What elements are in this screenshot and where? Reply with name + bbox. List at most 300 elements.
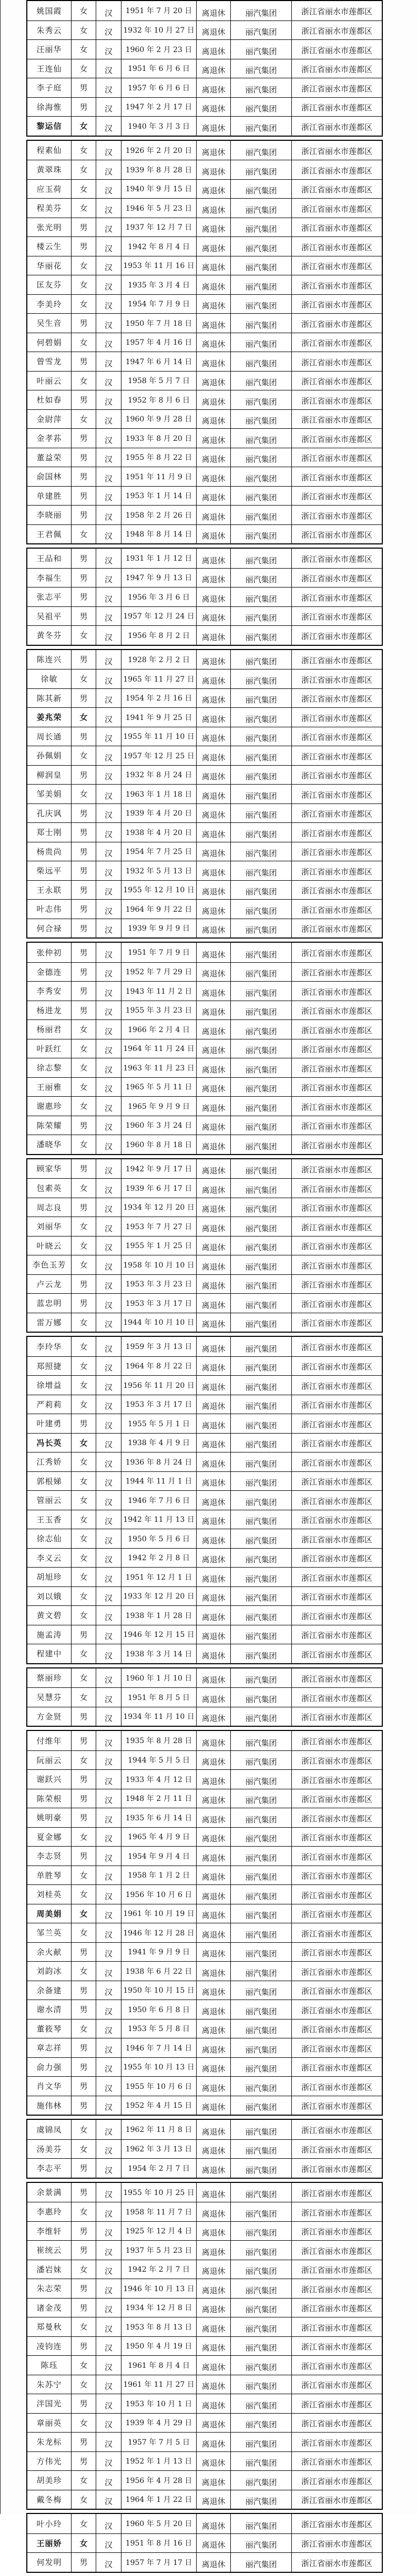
status-cell: 离退休 — [197, 785, 231, 803]
ethnicity-cell: 汉 — [96, 842, 121, 861]
ethnicity-cell: 汉 — [96, 1414, 121, 1433]
region-cell: 浙江省丽水市莲都区 — [301, 1795, 372, 1805]
name-cell: 俞力强 — [27, 2058, 72, 2077]
region-cell: 浙江省丽水市莲都区 — [301, 1165, 372, 1174]
ethnicity-cell: 汉 — [96, 2452, 121, 2471]
birthdate-cell: 1951 年 11 月 9 日 — [121, 467, 197, 486]
company-cell: 丽汽集团 — [231, 21, 292, 40]
status-cell: 离退休 — [197, 2299, 231, 2317]
gender-cell: 女 — [72, 117, 96, 136]
gender-cell: 女 — [72, 2356, 96, 2375]
region-cell: 浙江省丽水市莲都区 — [301, 1516, 372, 1526]
ethnicity-cell: 汉 — [96, 2077, 121, 2096]
birthdate-cell: 1938 年 6 月 22 日 — [121, 1962, 197, 1981]
region-cell: 浙江省丽水市莲都区 — [301, 2126, 372, 2136]
region-cell: 浙江省丽水市莲都区 — [301, 2063, 372, 2073]
table-row — [27, 1942, 382, 1962]
gender-cell: 女 — [72, 1179, 96, 1198]
company-cell: 丽汽集团 — [231, 1707, 292, 1726]
gender-cell: 女 — [72, 275, 96, 294]
ethnicity-cell: 汉 — [96, 785, 121, 803]
ethnicity-cell: 汉 — [96, 943, 121, 962]
table-row — [27, 1274, 382, 1294]
region-cell: 浙江省丽水市莲都区 — [301, 1592, 372, 1602]
ethnicity-cell: 汉 — [96, 1313, 121, 1332]
birthdate-cell: 1944 年 5 月 5 日 — [121, 1751, 197, 1770]
name-cell: 李福生 — [27, 569, 72, 588]
table-row — [27, 2533, 382, 2553]
birthdate-cell: 1950 年 10 月 15 日 — [121, 1981, 197, 2000]
ethnicity-cell: 汉 — [96, 1688, 121, 1707]
gender-cell: 男 — [72, 1981, 96, 2000]
name-cell: 应玉荷 — [27, 180, 72, 199]
table-row — [27, 2336, 382, 2356]
status-cell: 离退休 — [197, 1058, 231, 1077]
status-cell: 离退休 — [197, 1707, 231, 1726]
region-cell: 浙江省丽水市莲都区 — [301, 1102, 372, 1112]
birthdate-cell: 1933 年 4 月 12 日 — [121, 1770, 197, 1789]
birthdate-cell: 1955 年 3 月 23 日 — [121, 1001, 197, 1020]
birthdate-cell: 1950 年 5 月 6 日 — [121, 1529, 197, 1548]
name-cell: 程素仙 — [27, 141, 72, 160]
status-cell: 离退休 — [197, 2356, 231, 2375]
company-cell: 丽汽集团 — [231, 2019, 292, 2038]
company-cell: 丽汽集团 — [231, 1587, 292, 1606]
status-cell: 离退休 — [197, 626, 231, 645]
region-cell: 浙江省丽水市莲都区 — [301, 2399, 372, 2409]
region-cell: 浙江省丽水市莲都区 — [301, 281, 372, 291]
birthdate-cell: 1963 年 11 月 23 日 — [121, 1058, 197, 1077]
region-cell: 浙江省丽水市莲都区 — [301, 1852, 372, 1862]
name-cell: 余景满 — [27, 2183, 72, 2202]
name-cell: 章丽英 — [27, 2414, 72, 2433]
ethnicity-cell: 汉 — [96, 804, 121, 823]
gender-cell: 女 — [72, 40, 96, 59]
company-cell: 丽汽集团 — [231, 98, 292, 117]
gender-cell: 女 — [72, 1885, 96, 1904]
birthdate-cell: 1955 年 10 月 6 日 — [121, 2077, 197, 2096]
name-cell: 李晓丽 — [27, 506, 72, 524]
status-cell: 离退休 — [197, 2375, 231, 2394]
company-cell: 丽汽集团 — [231, 2140, 292, 2159]
name-cell: 黄翠珠 — [27, 160, 72, 179]
status-cell: 离退休 — [197, 1217, 231, 1236]
status-cell: 离退休 — [197, 275, 231, 294]
gender-cell: 女 — [72, 1491, 96, 1510]
status-cell: 离退休 — [197, 2000, 231, 2019]
name-cell: 管丽云 — [27, 1491, 72, 1510]
table-section — [26, 1158, 383, 1333]
ethnicity-cell: 汉 — [96, 607, 121, 626]
birthdate-cell: 1951 年 12 月 1 日 — [121, 1568, 197, 1586]
region-cell: 浙江省丽水市莲都区 — [301, 554, 372, 564]
gender-cell: 男 — [72, 1001, 96, 1020]
name-cell: 李色玉芳 — [27, 1255, 72, 1274]
ethnicity-cell: 汉 — [96, 1789, 121, 1808]
status-cell: 离退休 — [197, 963, 231, 982]
company-cell: 丽汽集团 — [231, 2337, 292, 2356]
birthdate-cell: 1958 年 1 月 2 日 — [121, 1866, 197, 1885]
company-cell: 丽汽集团 — [231, 881, 292, 900]
region-cell: 浙江省丽水市莲都区 — [301, 223, 372, 233]
gender-cell: 男 — [72, 1731, 96, 1750]
table-row — [27, 97, 382, 117]
gender-cell: 男 — [72, 2000, 96, 2019]
status-cell: 离退休 — [197, 1337, 231, 1356]
ethnicity-cell: 汉 — [96, 160, 121, 179]
gender-cell: 女 — [72, 1904, 96, 1923]
company-cell: 丽汽集团 — [231, 256, 292, 275]
gender-cell: 女 — [72, 1255, 96, 1274]
region-cell: 浙江省丽水市莲都区 — [301, 2361, 372, 2371]
status-cell: 离退休 — [197, 1434, 231, 1452]
birthdate-cell: 1961 年 10 月 19 日 — [121, 1904, 197, 1923]
name-cell: 叶跃红 — [27, 1039, 72, 1058]
region-cell: 浙江省丽水市莲都区 — [301, 1737, 372, 1747]
name-cell: 刘韵冰 — [27, 1962, 72, 1981]
birthdate-cell: 1959 年 3 月 13 日 — [121, 1337, 197, 1356]
birthdate-cell: 1955 年 12 月 10 日 — [121, 881, 197, 900]
name-cell: 单胜琴 — [27, 1866, 72, 1885]
name-cell: 诸金茂 — [27, 2299, 72, 2317]
name-cell: 方金贤 — [27, 1707, 72, 1726]
region-cell: 浙江省丽水市莲都区 — [301, 26, 372, 36]
ethnicity-cell: 汉 — [96, 141, 121, 160]
status-cell: 离退休 — [197, 1491, 231, 1510]
status-cell: 离退休 — [197, 1904, 231, 1923]
birthdate-cell: 1948 年 2 月 11 日 — [121, 1789, 197, 1808]
gender-cell: 女 — [72, 1357, 96, 1376]
table-row — [27, 746, 382, 765]
status-cell: 离退休 — [197, 1357, 231, 1376]
gender-cell: 男 — [72, 823, 96, 842]
table-row — [27, 606, 382, 626]
status-cell: 离退休 — [197, 2222, 231, 2241]
name-cell: 顾家华 — [27, 1159, 72, 1179]
company-cell: 丽汽集团 — [231, 40, 292, 59]
ethnicity-cell: 汉 — [96, 98, 121, 117]
gender-cell: 男 — [72, 2096, 96, 2115]
company-cell: 丽汽集团 — [231, 2433, 292, 2451]
region-cell: 浙江省丽水市莲都区 — [301, 1222, 372, 1232]
status-cell: 离退休 — [197, 448, 231, 467]
birthdate-cell: 1938 年 3 月 14 日 — [121, 1644, 197, 1663]
region-cell: 浙江省丽水市莲都区 — [301, 2520, 372, 2530]
table-row — [27, 2120, 382, 2139]
gender-cell: 女 — [72, 59, 96, 78]
region-cell: 浙江省丽水市莲都区 — [301, 1477, 372, 1487]
status-cell: 离退休 — [197, 881, 231, 900]
ethnicity-cell: 汉 — [96, 1039, 121, 1058]
birthdate-cell: 1961 年 8 月 4 日 — [121, 2356, 197, 2375]
region-cell: 浙江省丽水市莲都区 — [301, 2304, 372, 2314]
region-cell: 浙江省丽水市莲都区 — [301, 2457, 372, 2467]
table-row — [27, 981, 382, 1001]
gender-cell: 女 — [72, 1395, 96, 1414]
status-cell: 离退休 — [197, 549, 231, 568]
gender-cell: 男 — [72, 1625, 96, 1644]
region-cell: 浙江省丽水市莲都区 — [301, 809, 372, 819]
region-cell: 浙江省丽水市莲都区 — [301, 1203, 372, 1213]
ethnicity-cell: 汉 — [96, 2514, 121, 2533]
birthdate-cell: 1965 年 4 月 9 日 — [121, 1828, 197, 1847]
region-cell: 浙江省丽水市莲都区 — [301, 45, 372, 55]
name-cell: 付维年 — [27, 1731, 72, 1750]
birthdate-cell: 1957 年 12 月 25 日 — [121, 746, 197, 765]
company-cell: 丽汽集团 — [231, 2222, 292, 2241]
region-cell: 浙江省丽水市莲都区 — [301, 905, 372, 915]
ethnicity-cell: 汉 — [96, 1808, 121, 1827]
ethnicity-cell: 汉 — [96, 1058, 121, 1077]
table-row — [27, 2000, 382, 2019]
status-cell: 离退休 — [197, 766, 231, 785]
status-cell: 离退休 — [197, 256, 231, 275]
gender-cell: 女 — [72, 1549, 96, 1568]
name-cell: 余火献 — [27, 1943, 72, 1962]
gender-cell: 男 — [72, 766, 96, 785]
table-row — [27, 1789, 382, 1808]
ethnicity-cell: 汉 — [96, 2490, 121, 2509]
ethnicity-cell: 汉 — [96, 1981, 121, 2000]
status-cell: 离退休 — [197, 1001, 231, 1020]
name-cell: 柴远平 — [27, 861, 72, 880]
region-cell: 浙江省丽水市莲都区 — [301, 1674, 372, 1684]
company-cell: 丽汽集团 — [231, 1020, 292, 1039]
birthdate-cell: 1953 年 7 月 27 日 — [121, 1217, 197, 1236]
region-cell: 浙江省丽水市莲都区 — [301, 2044, 372, 2054]
table-row — [27, 428, 382, 448]
company-cell: 丽汽集团 — [231, 525, 292, 544]
name-cell: 凌钧连 — [27, 2337, 72, 2356]
table-row — [27, 587, 382, 606]
ethnicity-cell: 汉 — [96, 1770, 121, 1789]
table-row — [27, 524, 382, 544]
birthdate-cell: 1937 年 5 月 23 日 — [121, 2241, 197, 2260]
ethnicity-cell: 汉 — [96, 2096, 121, 2115]
status-cell: 离退休 — [197, 199, 231, 218]
gender-cell: 男 — [72, 861, 96, 880]
status-cell: 离退休 — [197, 2414, 231, 2433]
name-cell: 陈荣根 — [27, 1789, 72, 1808]
ethnicity-cell: 汉 — [96, 1866, 121, 1885]
company-cell: 丽汽集团 — [231, 2058, 292, 2077]
gender-cell: 女 — [72, 785, 96, 803]
table-row — [27, 116, 382, 136]
birthdate-cell: 1962 年 3 月 13 日 — [121, 2140, 197, 2159]
ethnicity-cell: 汉 — [96, 689, 121, 708]
region-cell: 浙江省丽水市莲都区 — [301, 492, 372, 502]
birthdate-cell: 1942 年 2 月 7 日 — [121, 2260, 197, 2279]
status-cell: 离退休 — [197, 1549, 231, 1568]
status-cell: 离退休 — [197, 689, 231, 708]
status-cell: 离退休 — [197, 2096, 231, 2115]
table-row — [27, 1039, 382, 1058]
table-row — [27, 1019, 382, 1039]
name-cell: 戴冬梅 — [27, 2490, 72, 2509]
birthdate-cell: 1960 年 9 月 28 日 — [121, 410, 197, 429]
table-row — [27, 1548, 382, 1568]
status-cell: 离退休 — [197, 2490, 231, 2509]
table-row — [27, 1707, 382, 1726]
ethnicity-cell: 汉 — [96, 2140, 121, 2159]
ethnicity-cell: 汉 — [96, 2019, 121, 2038]
company-cell: 丽汽集团 — [231, 1625, 292, 1644]
company-cell: 丽汽集团 — [231, 352, 292, 371]
name-cell: 泮国光 — [27, 2394, 72, 2413]
name-cell: 严莉莉 — [27, 1395, 72, 1414]
company-cell: 丽汽集团 — [231, 1606, 292, 1625]
company-cell: 丽汽集团 — [231, 2183, 292, 2202]
ethnicity-cell: 汉 — [96, 2202, 121, 2221]
name-cell: 姚国霞 — [27, 1, 72, 20]
company-cell: 丽汽集团 — [231, 1217, 292, 1236]
gender-cell: 男 — [72, 448, 96, 467]
ethnicity-cell: 汉 — [96, 1644, 121, 1663]
status-cell: 离退休 — [197, 1179, 231, 1198]
region-cell: 浙江省丽水市莲都区 — [301, 1813, 372, 1823]
table-row — [27, 2240, 382, 2260]
gender-cell: 女 — [72, 1828, 96, 1847]
company-cell: 丽汽集团 — [231, 650, 292, 669]
ethnicity-cell: 汉 — [96, 237, 121, 256]
ethnicity-cell: 汉 — [96, 1472, 121, 1491]
status-cell: 离退休 — [197, 2337, 231, 2356]
status-cell: 离退休 — [197, 900, 231, 919]
name-cell: 汤美芬 — [27, 2140, 72, 2159]
company-cell: 丽汽集团 — [231, 785, 292, 803]
region-cell: 浙江省丽水市莲都区 — [301, 1611, 372, 1621]
table-row — [27, 1135, 382, 1154]
status-cell: 离退休 — [197, 314, 231, 333]
status-cell: 离退休 — [197, 2279, 231, 2298]
region-cell: 浙江省丽水市莲都区 — [301, 300, 372, 310]
ethnicity-cell: 汉 — [96, 1828, 121, 1847]
gender-cell: 女 — [72, 160, 96, 179]
region-cell: 浙江省丽水市莲都区 — [301, 733, 372, 743]
table-row — [27, 294, 382, 314]
ethnicity-cell: 汉 — [96, 1135, 121, 1154]
ethnicity-cell: 汉 — [96, 1568, 121, 1586]
region-cell: 浙江省丽水市莲都区 — [301, 262, 372, 272]
status-cell: 离退休 — [197, 1943, 231, 1962]
table-row — [27, 2202, 382, 2221]
status-cell: 离退休 — [197, 410, 231, 429]
status-cell: 离退休 — [197, 1395, 231, 1414]
ethnicity-cell: 汉 — [96, 1001, 121, 1020]
birthdate-cell: 1962 年 11 月 8 日 — [121, 2120, 197, 2139]
name-cell: 刘以娥 — [27, 1587, 72, 1606]
ethnicity-cell: 汉 — [96, 1529, 121, 1548]
table-row — [27, 486, 382, 506]
region-cell: 浙江省丽水市莲都区 — [301, 1318, 372, 1328]
name-cell: 杨贵尚 — [27, 842, 72, 861]
status-cell: 离退休 — [197, 982, 231, 1001]
birthdate-cell: 1951 年 7 月 9 日 — [121, 943, 197, 962]
name-cell: 章志祥 — [27, 2038, 72, 2057]
table-row — [27, 1625, 382, 1644]
name-cell: 周长通 — [27, 727, 72, 746]
table-row — [27, 1077, 382, 1097]
name-cell: 李秀安 — [27, 982, 72, 1001]
gender-cell: 女 — [72, 410, 96, 429]
table-row — [27, 179, 382, 199]
birthdate-cell: 1935 年 6 月 14 日 — [121, 1808, 197, 1827]
region-cell: 浙江省丽水市莲都区 — [301, 1833, 372, 1843]
table-row — [27, 1159, 382, 1179]
table-section — [26, 1667, 383, 1727]
status-cell: 离退休 — [197, 1529, 231, 1548]
birthdate-cell: 1960 年 5 月 20 日 — [121, 2514, 197, 2533]
gender-cell: 女 — [72, 1434, 96, 1452]
gender-cell: 男 — [72, 943, 96, 962]
gender-cell: 男 — [72, 1808, 96, 1827]
name-cell: 何合禄 — [27, 919, 72, 938]
name-cell: 华丽花 — [27, 256, 72, 275]
status-cell: 离退休 — [197, 1770, 231, 1789]
company-cell: 丽汽集团 — [231, 842, 292, 861]
name-cell: 叶建勇 — [27, 1414, 72, 1433]
region-cell: 浙江省丽水市莲都区 — [301, 2208, 372, 2218]
region-cell: 浙江省丽水市莲都区 — [301, 242, 372, 252]
status-cell: 离退休 — [197, 1751, 231, 1770]
birthdate-cell: 1946 年 12 月 15 日 — [121, 1625, 197, 1644]
table-row — [27, 1313, 382, 1332]
name-cell: 汪丽华 — [27, 40, 72, 59]
name-cell: 周美娟 — [27, 1904, 72, 1923]
birthdate-cell: 1955 年 11 月 10 日 — [121, 727, 197, 746]
ethnicity-cell: 汉 — [96, 1549, 121, 1568]
birthdate-cell: 1953 年 11 月 16 日 — [121, 256, 197, 275]
ethnicity-cell: 汉 — [96, 2260, 121, 2279]
status-cell: 离退休 — [197, 2553, 231, 2572]
gender-cell: 男 — [72, 2077, 96, 2096]
status-cell: 离退休 — [197, 117, 231, 136]
gender-cell: 男 — [72, 429, 96, 448]
region-cell: 浙江省丽水市莲都区 — [301, 968, 372, 978]
table-row — [27, 1293, 382, 1313]
table-row — [27, 1490, 382, 1510]
ethnicity-cell: 汉 — [96, 314, 121, 333]
ethnicity-cell: 汉 — [96, 2356, 121, 2375]
table-row — [27, 625, 382, 645]
name-cell: 何碧娟 — [27, 333, 72, 352]
company-cell: 丽汽集团 — [231, 2375, 292, 2394]
birthdate-cell: 1956 年 3 月 6 日 — [121, 588, 197, 606]
region-cell: 浙江省丽水市莲都区 — [301, 1299, 372, 1309]
name-cell: 胡旭珍 — [27, 1568, 72, 1586]
table-row — [27, 1096, 382, 1116]
status-cell: 离退休 — [197, 506, 231, 524]
name-cell: 何发明 — [27, 2553, 72, 2572]
company-cell: 丽汽集团 — [231, 2356, 292, 2375]
status-cell: 离退休 — [197, 180, 231, 199]
birthdate-cell: 1941 年 9 月 9 日 — [121, 1943, 197, 1962]
company-cell: 丽汽集团 — [231, 1770, 292, 1789]
region-cell: 浙江省丽水市莲都区 — [301, 2188, 372, 2198]
status-cell: 离退休 — [197, 569, 231, 588]
birthdate-cell: 1960 年 1 月 10 日 — [121, 1668, 197, 1688]
status-cell: 离退休 — [197, 588, 231, 606]
region-cell: 浙江省丽水市莲都区 — [301, 1967, 372, 1977]
company-cell: 丽汽集团 — [231, 1255, 292, 1274]
company-cell: 丽汽集团 — [231, 410, 292, 429]
region-cell: 浙江省丽水市莲都区 — [301, 867, 372, 877]
region-cell: 浙江省丽水市莲都区 — [301, 1534, 372, 1544]
birthdate-cell: 1928 年 2 月 2 日 — [121, 650, 197, 669]
region-cell: 浙江省丽水市莲都区 — [301, 771, 372, 781]
birthdate-cell: 1956 年 4 月 28 日 — [121, 2471, 197, 2490]
company-cell: 丽汽集团 — [231, 448, 292, 467]
